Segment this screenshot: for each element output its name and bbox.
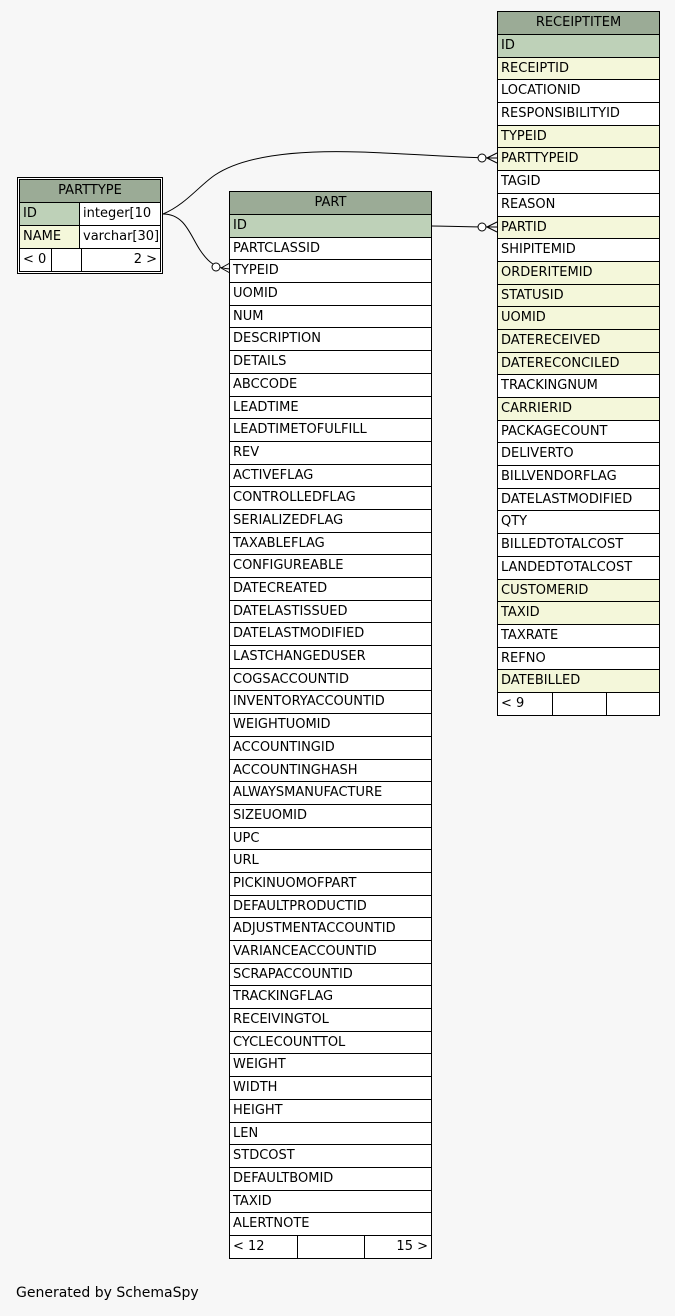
column-sizeuomid[interactable]: SIZEUOMID <box>230 805 431 828</box>
optional-marker <box>478 154 486 162</box>
column-trackingnum[interactable]: TRACKINGNUM <box>498 375 659 398</box>
column-alertnote[interactable]: ALERTNOTE <box>230 1213 431 1236</box>
column-typeid[interactable]: TYPEID <box>230 260 431 283</box>
column-partclassid[interactable]: PARTCLASSID <box>230 238 431 261</box>
column-uomid[interactable]: UOMID <box>230 283 431 306</box>
column-accountinghash[interactable]: ACCOUNTINGHASH <box>230 760 431 783</box>
column-leadtime[interactable]: LEADTIME <box>230 397 431 420</box>
column-taxableflag[interactable]: TAXABLEFLAG <box>230 533 431 556</box>
column-varianceaccountid[interactable]: VARIANCEACCOUNTID <box>230 941 431 964</box>
footer-middle <box>553 693 607 715</box>
column-billvendorflag[interactable]: BILLVENDORFLAG <box>498 466 659 489</box>
column-id[interactable]: ID <box>230 215 431 238</box>
column-type: varchar[30] <box>80 226 160 248</box>
column-configureable[interactable]: CONFIGUREABLE <box>230 555 431 578</box>
column-deliverto[interactable]: DELIVERTO <box>498 443 659 466</box>
table-row[interactable] <box>20 203 160 226</box>
column-cyclecounttol[interactable]: CYCLECOUNTTOL <box>230 1032 431 1055</box>
column-receiptid[interactable]: RECEIPTID <box>498 58 659 81</box>
children-count[interactable]: 2 > <box>133 252 157 267</box>
column-datereceived[interactable]: DATERECEIVED <box>498 330 659 353</box>
crowfoot-marker <box>487 153 497 163</box>
column-cogsaccountid[interactable]: COGSACCOUNTID <box>230 669 431 692</box>
column-statusid[interactable]: STATUSID <box>498 285 659 308</box>
column-rev[interactable]: REV <box>230 442 431 465</box>
relationship-part-receiptitem <box>431 226 497 227</box>
column-serializedflag[interactable]: SERIALIZEDFLAG <box>230 510 431 533</box>
table-title: RECEIPTITEM <box>498 12 659 35</box>
column-billedtotalcost[interactable]: BILLEDTOTALCOST <box>498 534 659 557</box>
optional-marker <box>212 263 220 271</box>
column-accountingid[interactable]: ACCOUNTINGID <box>230 737 431 760</box>
table-title: PART <box>230 192 431 215</box>
parents-count[interactable]: < 9 <box>498 693 553 715</box>
children-count[interactable] <box>607 693 659 715</box>
column-type: integer[10 <box>80 203 160 225</box>
column-upc[interactable]: UPC <box>230 828 431 851</box>
footer-spacer <box>52 249 82 271</box>
column-id[interactable]: ID <box>498 35 659 58</box>
column-trackingflag[interactable]: TRACKINGFLAG <box>230 986 431 1009</box>
column-datelastmodified[interactable]: DATELASTMODIFIED <box>230 623 431 646</box>
footer-middle <box>298 1236 365 1258</box>
column-landedtotalcost[interactable]: LANDEDTOTALCOST <box>498 557 659 580</box>
column-height[interactable]: HEIGHT <box>230 1100 431 1123</box>
column-datebilled[interactable]: DATEBILLED <box>498 670 659 693</box>
column-len[interactable]: LEN <box>230 1123 431 1146</box>
column-defaultbomid[interactable]: DEFAULTBOMID <box>230 1168 431 1191</box>
crowfoot-marker <box>487 222 497 232</box>
column-datelastmodified[interactable]: DATELASTMODIFIED <box>498 489 659 512</box>
column-weight[interactable]: WEIGHT <box>230 1054 431 1077</box>
table-footer <box>498 693 659 715</box>
column-refno[interactable]: REFNO <box>498 648 659 671</box>
column-activeflag[interactable]: ACTIVEFLAG <box>230 465 431 488</box>
table-parttype[interactable] <box>17 177 163 274</box>
column-receivingtol[interactable]: RECEIVINGTOL <box>230 1009 431 1032</box>
column-adjustmentaccountid[interactable]: ADJUSTMENTACCOUNTID <box>230 918 431 941</box>
parents-count[interactable]: < 12 <box>230 1236 298 1258</box>
column-customerid[interactable]: CUSTOMERID <box>498 580 659 603</box>
column-list <box>498 35 659 693</box>
column-qty[interactable]: QTY <box>498 511 659 534</box>
column-abccode[interactable]: ABCCODE <box>230 374 431 397</box>
column-width[interactable]: WIDTH <box>230 1077 431 1100</box>
column-carrierid[interactable]: CARRIERID <box>498 398 659 421</box>
generated-by-label: Generated by SchemaSpy <box>16 1285 199 1301</box>
table-footer <box>20 249 160 271</box>
column-lastchangeduser[interactable]: LASTCHANGEDUSER <box>230 646 431 669</box>
column-datereconciled[interactable]: DATERECONCILED <box>498 353 659 376</box>
column-num[interactable]: NUM <box>230 306 431 329</box>
column-uomid[interactable]: UOMID <box>498 307 659 330</box>
table-part[interactable] <box>229 191 432 1259</box>
column-packagecount[interactable]: PACKAGECOUNT <box>498 421 659 444</box>
column-datecreated[interactable]: DATECREATED <box>230 578 431 601</box>
column-list <box>230 215 431 1236</box>
parents-count[interactable]: < 0 <box>20 249 52 271</box>
column-shipitemid[interactable]: SHIPITEMID <box>498 239 659 262</box>
table-receiptitem[interactable] <box>497 11 660 716</box>
column-tagid[interactable]: TAGID <box>498 171 659 194</box>
column-name: NAME <box>20 226 80 248</box>
column-controlledflag[interactable]: CONTROLLEDFLAG <box>230 487 431 510</box>
column-weightuomid[interactable]: WEIGHTUOMID <box>230 714 431 737</box>
column-locationid[interactable]: LOCATIONID <box>498 80 659 103</box>
column-alwaysmanufacture[interactable]: ALWAYSMANUFACTURE <box>230 782 431 805</box>
column-leadtimetofulfill[interactable]: LEADTIMETOFULFILL <box>230 419 431 442</box>
table-row[interactable] <box>20 226 160 249</box>
column-responsibilityid[interactable]: RESPONSIBILITYID <box>498 103 659 126</box>
children-count[interactable]: 15 > <box>396 1238 428 1254</box>
column-taxid[interactable]: TAXID <box>230 1191 431 1214</box>
column-details[interactable]: DETAILS <box>230 351 431 374</box>
optional-marker <box>478 223 486 231</box>
column-taxrate[interactable]: TAXRATE <box>498 625 659 648</box>
table-title: PARTTYPE <box>20 180 160 203</box>
column-taxid[interactable]: TAXID <box>498 602 659 625</box>
column-stdcost[interactable]: STDCOST <box>230 1145 431 1168</box>
column-partid[interactable]: PARTID <box>498 217 659 240</box>
column-scrapaccountid[interactable]: SCRAPACCOUNTID <box>230 964 431 987</box>
relationship-parttype-part <box>163 214 230 269</box>
column-datelastissued[interactable]: DATELASTISSUED <box>230 601 431 624</box>
column-orderitemid[interactable]: ORDERITEMID <box>498 262 659 285</box>
column-name: ID <box>20 203 80 225</box>
column-url[interactable]: URL <box>230 850 431 873</box>
column-inventoryaccountid[interactable]: INVENTORYACCOUNTID <box>230 691 431 714</box>
table-footer <box>230 1236 431 1258</box>
column-reason[interactable]: REASON <box>498 194 659 217</box>
column-description[interactable]: DESCRIPTION <box>230 328 431 351</box>
column-defaultproductid[interactable]: DEFAULTPRODUCTID <box>230 896 431 919</box>
column-typeid[interactable]: TYPEID <box>498 126 659 149</box>
column-parttypeid[interactable]: PARTTYPEID <box>498 148 659 171</box>
column-pickinuomofpart[interactable]: PICKINUOMOFPART <box>230 873 431 896</box>
